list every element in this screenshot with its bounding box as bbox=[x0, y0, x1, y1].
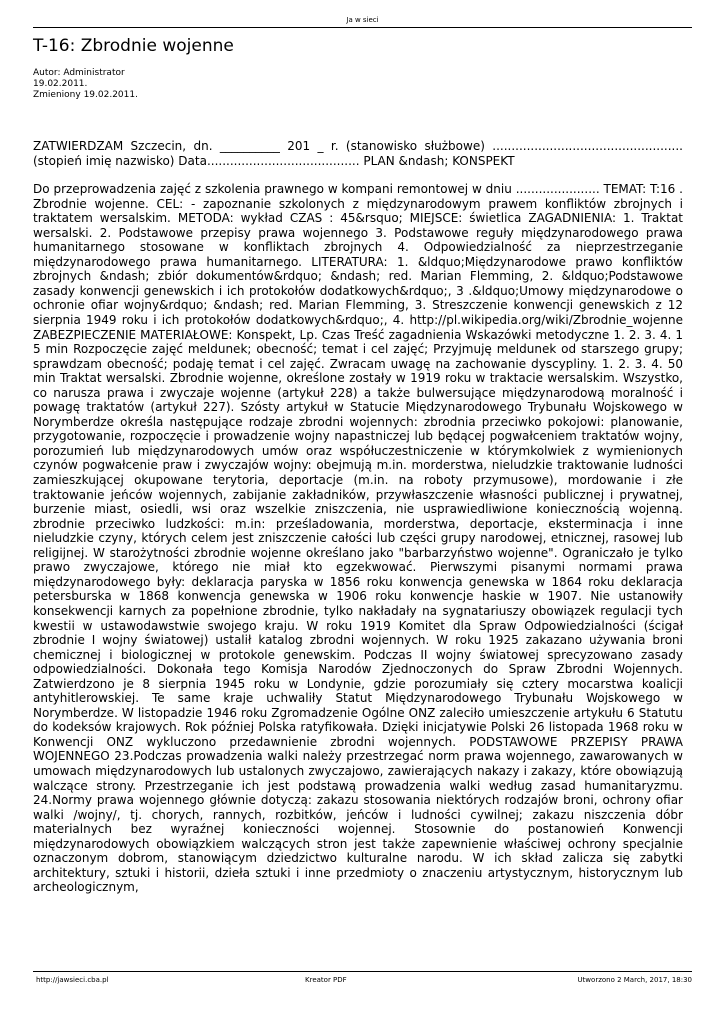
article-author: Autor: Administrator bbox=[33, 68, 125, 78]
article-title: T-16: Zbrodnie wojenne bbox=[33, 36, 234, 56]
page-header: Ja w sieci bbox=[346, 16, 379, 24]
footer-url: http://jawsieci.cba.pl bbox=[36, 976, 109, 984]
paragraph-approval-header: ZATWIERDZAM Szczecin, dn. __________ 201 _ r. (stanowisko służbowe) .................................................. (stopień imię nazwisko) Data........................................ PLAN &ndash; KONSPEKT bbox=[33, 139, 683, 168]
footer-created: Utworzono 2 March, 2017, 18:30 bbox=[577, 976, 692, 984]
footer-divider bbox=[33, 971, 692, 972]
article-body bbox=[33, 139, 683, 909]
article-created-date: 19.02.2011. bbox=[33, 79, 88, 89]
article-meta bbox=[33, 68, 138, 101]
article-modified-date: Zmieniony 19.02.2011. bbox=[33, 90, 138, 100]
paragraph-lesson-plan: Do przeprowadzenia zajęć z szkolenia prawnego w kompani remontowej w dniu ...................... TEMAT: T:16 . Zbrodnie wojenne. CEL: - zapoznanie szkolonych z międzynarodowym prawem konfliktów zbrojnych i traktatem wersalskim. METODA: wykład CZAS : 45&rsquo; MIEJSCE: świetlica ZAGADNIENIA: 1. Traktat wersalski. 2. Podstawowe przepisy prawa wojennego 3. Podstawowe reguły międzynarodowego prawa humanitarnego stosowane w konfliktach zbrojnych 4. Odpowiedzialność za nieprzestrzeganie międzynarodowego prawa humanitarnego. LITERATURA: 1. &ldquo;Międzynarodowe prawo konfliktów zbrojnych &ndash; zbiór dokumentów&rdquo; &ndash; red. Marian Flemming, 2. &ldquo;Podstawowe zasady konwencji genewskich i ich protokołów dodatkowych&rdquo;, 3 .&ldquo;Umowy międzynarodowe o ochronie ofiar wojny&rdquo; &ndash; red. Marian Flemming, 3. Streszczenie konwencji genewskich z 12 sierpnia 1949 roku i ich protokołów dodatkowych&rdquo;, 4. http://pl.wikipedia.org/wiki/Zbrodnie_wojenne ZABEZPIECZENIE MATERIAŁOWE: Konspekt, Lp. Czas Treść zagadnienia Wskazówki metodyczne 1. 2. 3. 4. 1 5 min Rozpoczęcie zajęć meldunek; obecność; temat i cel zajęć; Przyjmuję meldunek od starszego grupy; sprawdzam obecność; podaję temat i cel zajęć. Zwracam uwagę na zachowanie dyscypliny. 1. 2. 3. 4. 50 min Traktat wersalski. Zbrodnie wojenne, określone zostały w 1919 roku w traktacie wersalskim. Wszystko, co narusza prawa i zwyczaje wojenne (artykuł 228) a także bulwersujące międzynarodową moralność i powagę traktatów (artykuł 227). Szósty artykuł w Statucie Międzynarodowego Trybunału Wojskowego w Norymberdze określa następujące rodzaje zbrodni wojennych: zbrodnia przeciwko pokojowi: planowanie, przygotowanie, rozpoczęcie i prowadzenie wojny napastniczej lub będącej pogwałceniem traktatów wojny, porozumień lub międzynarodowych umów oraz współuczestniczenie w którymkolwiek z wymienionych czynów pogwałcenie praw i zwyczajów wojny: obejmują m.in. morderstwa, nieludzkie traktowanie ludności zamieszkującej okupowane terytoria, deportacje (m.in. na roboty przymusowe), mordowanie i złe traktowanie jeńców wojennych, zabijanie zakładników, przywłaszczenie własności publicznej i prywatnej, burzenie miast, osiedli, wsi oraz wszelkie zniszczenia, nie usprawiedliwione koniecznością wojenną. zbrodnie przeciwko ludzkości: m.in: prześladowania, morderstwa, deportacje, eksterminacja i inne nieludzkie czyny, których celem jest zniszczenie całości lub części grupy narodowej, etnicznej, rasowej lub religijnej. W starożytności zbrodnie wojenne określano jako "barbarzyństwo wojenne". Ograniczało je tylko prawo zwyczajowe, którego nie miał kto egzekwować. Pierwszymi pisanymi normami prawa międzynarodowego były: deklaracja paryska w 1856 roku konwencja genewska w 1864 roku deklaracja petersburska w 1868 konwencja genewska w 1906 roku konwencje haskie w 1907. Nie ustanowiły konsekwencji karnych za popełnione zbrodnie, tylko nakładały na sygnatariuszy obowiązek regulacji tych kwestii w ustawodawstwie swojego kraju. W roku 1919 Komitet dla Spraw Odpowiedzialności (ścigał zbrodnie I wojny światowej) ustalił katalog zbrodni wojennych. W roku 1925 zakazano używania broni chemicznej i biologicznej w protokole genewskim. Podczas II wojny światowej sprecyzowano zasady odpowiedzialności. Dokonała tego Komisja Narodów Zjednoczonych do Spraw Zbrodni Wojennych. Zatwierdzono je 8 sierpnia 1945 roku w Londynie, gdzie porozumiały się cztery mocarstwa koalicji antyhitlerowskiej. Te same kraje uchwaliły Statut Międzynarodowego Trybunału Wojskowego w Norymberdze. W listopadzie 1946 roku Zgromadzenie Ogólne ONZ zaleciło umieszczenie artykułu 6 Statutu do kodeksów krajowych. Rok później Polska ratyfikowała. Dzięki inicjatywie Polski 26 listopada 1968 roku w Konwencji ONZ wykluczono przedawnienie zbrodni wojennych. PODSTAWOWE PRZEPISY PRAWA WOJENNEGO 23.Podczas prowadzenia walki należy przestrzegać norm prawa wojennego, zawarowanych w umowach międzynarodowych lub ustalonych zwyczajowo, zawierających nakazy i zakazy, które obowiązują walczące strony. Przestrzeganie ich jest podstawą prowadzenia walki według zasad humanitaryzmu. 24.Normy prawa wojennego głównie dotyczą: zakazu stosowania niektórych rodzajów broni, ochrony ofiar walki /wojny/, tj. chorych, rannych, rozbitków, jeńców i ludności cywilnej; zakazu niszczenia dóbr materialnych bez wyraźnej konieczności wojennej. Stosownie do postanowień Konwencji międzynarodowych obowiązkiem walczących stron jest także zapewnienie właściwej ochrony specjalnie oznaczonym dobrom, stanowiącym dziedzictwo kulturalne narodu. W ich skład zalicza się zabytki architektury, sztuki i historii, dzieła sztuki i inne przedmioty o znaczeniu artystycznym, historycznym lub archeologicznym, bbox=[33, 182, 683, 895]
header-divider bbox=[33, 27, 692, 28]
footer-generator: Kreator PDF bbox=[305, 976, 347, 984]
